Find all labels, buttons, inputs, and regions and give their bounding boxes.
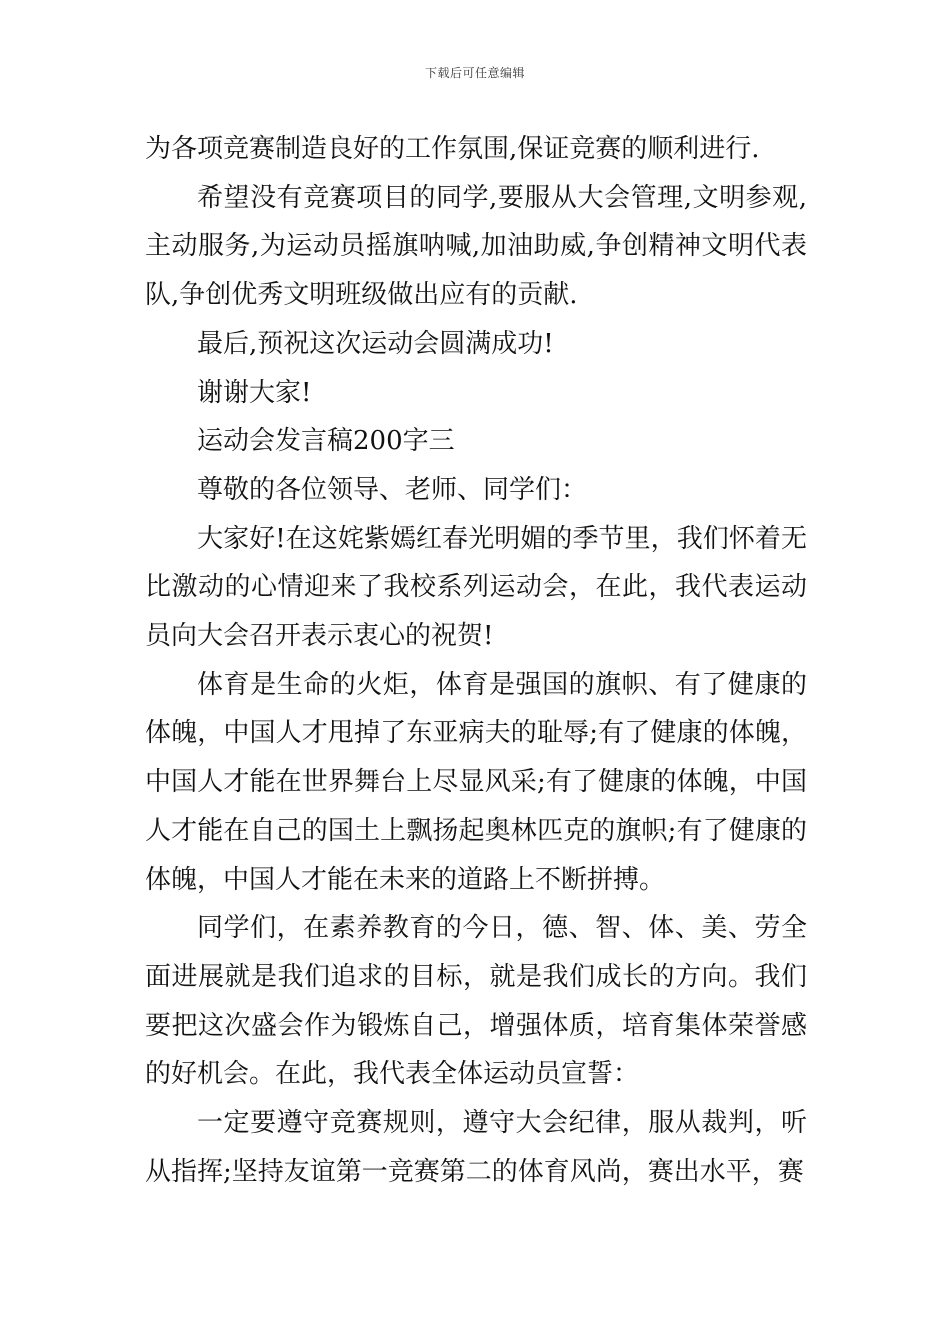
section-heading: 运动会发言稿200字三 bbox=[197, 426, 455, 457]
header-note: 下载后可任意编辑 bbox=[424, 66, 525, 80]
paragraph-8: 体育是生命的火炬，体育是强国的旗帜、有了健康的体魄，中国人才甩掉了东亚病夫的耻辱;有了健康的体魄，中国人才能在世界舞台上尽显风采;有了健康的体魄，中国人才能在自己的国土上飘扬起奥林匹克的旗帜;有了健康的体魄，中国人才能在未来的道路上不断拼搏。 bbox=[145, 669, 807, 895]
salutation: 尊敬的各位领导、老师、同学们： bbox=[197, 474, 588, 505]
paragraph-10: 一定要遵守竞赛规则，遵守大会纪律，服从裁判，听从指挥;坚持友谊第一竞赛第二的体育风尚，赛出水平，赛 bbox=[145, 1108, 807, 1187]
paragraph-2: 希望没有竞赛项目的同学,要服从大会管理,文明参观,主动服务,为运动员摇旗呐喊,加油助威,争创精神文明代表队,争创优秀文明班级做出应有的贡献. bbox=[145, 182, 807, 311]
paragraph-1: 为各项竞赛制造良好的工作氛围,保证竞赛的顺利进行. bbox=[145, 134, 760, 164]
paragraph-7: 大家好!在这姹紫嫣红春光明媚的季节里，我们怀着无比激动的心情迎来了我校系列运动会，在此，我代表运动员向大会召开表示衷心的祝贺! bbox=[145, 523, 807, 652]
document-body bbox=[145, 125, 807, 1196]
paragraph-3: 最后,预祝这次运动会圆满成功! bbox=[197, 328, 554, 359]
paragraph-4: 谢谢大家! bbox=[197, 377, 312, 408]
paragraph-9: 同学们，在素养教育的今日，德、智、体、美、劳全面进展就是我们追求的目标，就是我们成长的方向。我们要把这次盛会作为锻炼自己，增强体质，培育集体荣誉感的好机会。在此，我代表全体运动员宣誓： bbox=[145, 913, 807, 1090]
